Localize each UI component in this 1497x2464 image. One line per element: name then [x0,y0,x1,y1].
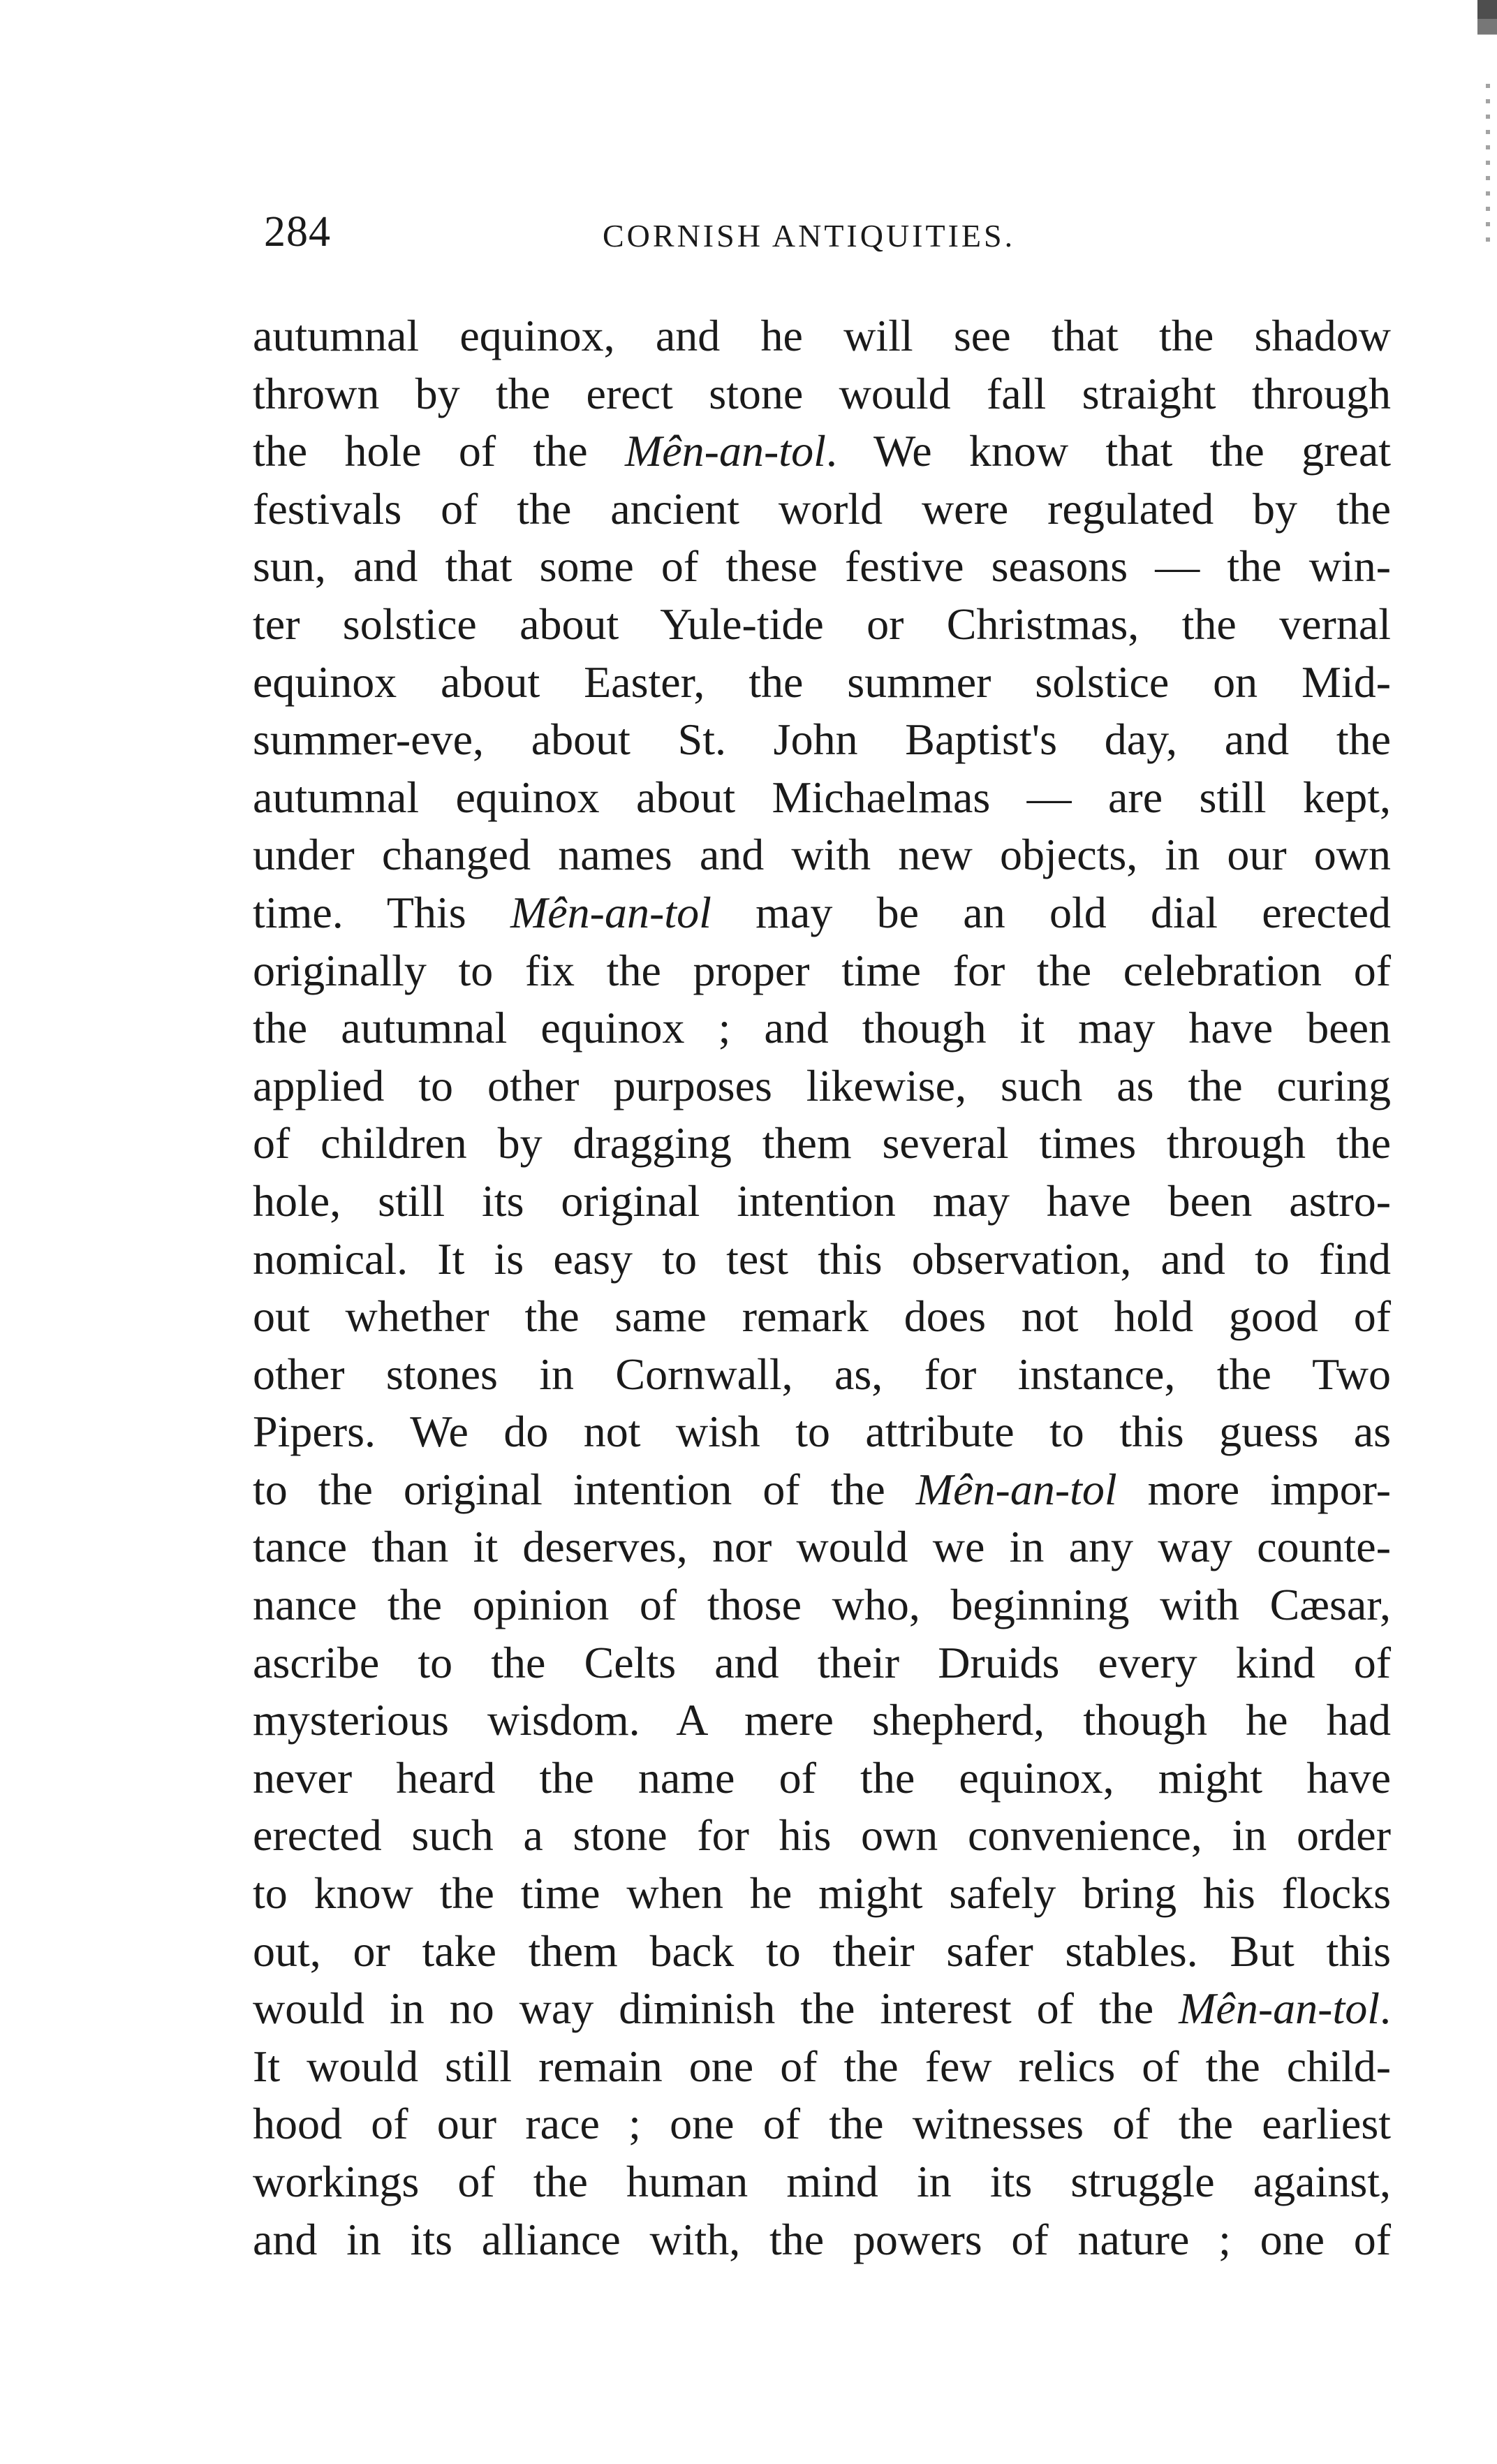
body-text [253,307,1391,2268]
text-line: under changed names and with new objects, in our own [253,830,1391,880]
text-line: originally to fix the proper time for the celebration of [253,945,1391,995]
text-line: hole, still its original intention may have been astro- [253,1175,1391,1226]
text-line: nance the opinion of those who, beginning with Cæsar, [253,1580,1391,1630]
text-line: of children by dragging them several times through the [253,1118,1391,1168]
text-line: summer-eve, about St. John Baptist's day, and the [253,714,1391,765]
text-line: to the original intention of the Mên-an-tol more impor- [253,1464,1391,1514]
text-line: never heard the name of the equinox, might have [253,1752,1391,1803]
text-line: other stones in Cornwall, as, for instance, the Two [253,1349,1391,1399]
italic-term: Mên-an-tol [510,887,711,937]
text-line: festivals of the ancient world were regulated by the [253,483,1391,534]
text-line: autumnal equinox, and he will see that the shadow [253,311,1391,360]
text-line: ascribe to the Celts and their Druids every kind of [253,1637,1391,1687]
text-line: mysterious wisdom. A mere shepherd, though he had [253,1695,1391,1745]
text-line: Pipers. We do not wish to attribute to this guess as [253,1407,1391,1457]
text-line: the hole of the Mên-an-tol. We know that the great [253,426,1392,476]
text-line: tance than it deserves, nor would we in any way counte- [253,1522,1391,1572]
page-number: 284 [264,208,331,256]
text-line: workings of the human mind in its struggle against, [253,2157,1391,2206]
italic-term: Mên-an-tol [624,426,826,476]
text-line: equinox about Easter, the summer solstice on Mid- [253,657,1391,707]
text-line: out whether the same remark does not hold good of [253,1291,1391,1342]
text-line: to know the time when he might safely bring his flocks [253,1868,1391,1919]
running-head [264,204,1409,260]
text-line: hood of our race ; one of the witnesses of the earliest [253,2099,1391,2149]
text-line: sun, and that some of these festive seasons — the win- [253,541,1391,592]
text-line: would in no way diminish the interest of the Mên-an-tol. [253,1983,1391,2034]
page-edge-mark [1477,0,1497,63]
text-line: time. This Mên-an-tol may be an old dial erected [253,887,1391,937]
text-line: out, or take them back to their safer stables. But this [253,1926,1391,1976]
page-edge-dots [1486,84,1490,244]
text-line: erected such a stone for his own convenience, in order [253,1810,1391,1861]
text-line: and in its alliance with, the powers of nature ; one of [253,2214,1391,2264]
text-line: the autumnal equinox ; and though it may have been [253,1003,1391,1053]
text-line: autumnal equinox about Michaelmas — are still kept, [253,772,1391,822]
running-title: CORNISH ANTIQUITIES. [603,218,1016,254]
text-line: nomical. It is easy to test this observation, and to find [253,1233,1391,1284]
italic-term: Mên-an-tol [915,1464,1117,1514]
text-line: It would still remain one of the few relics of the child- [253,2041,1391,2091]
text-line: applied to other purposes likewise, such as the curing [253,1060,1391,1110]
text-line: ter solstice about Yule-tide or Christmas, the vernal [253,599,1391,649]
text-line: thrown by the erect stone would fall straight through [253,368,1391,418]
italic-term: Mên-an-tol [1179,1983,1380,2034]
